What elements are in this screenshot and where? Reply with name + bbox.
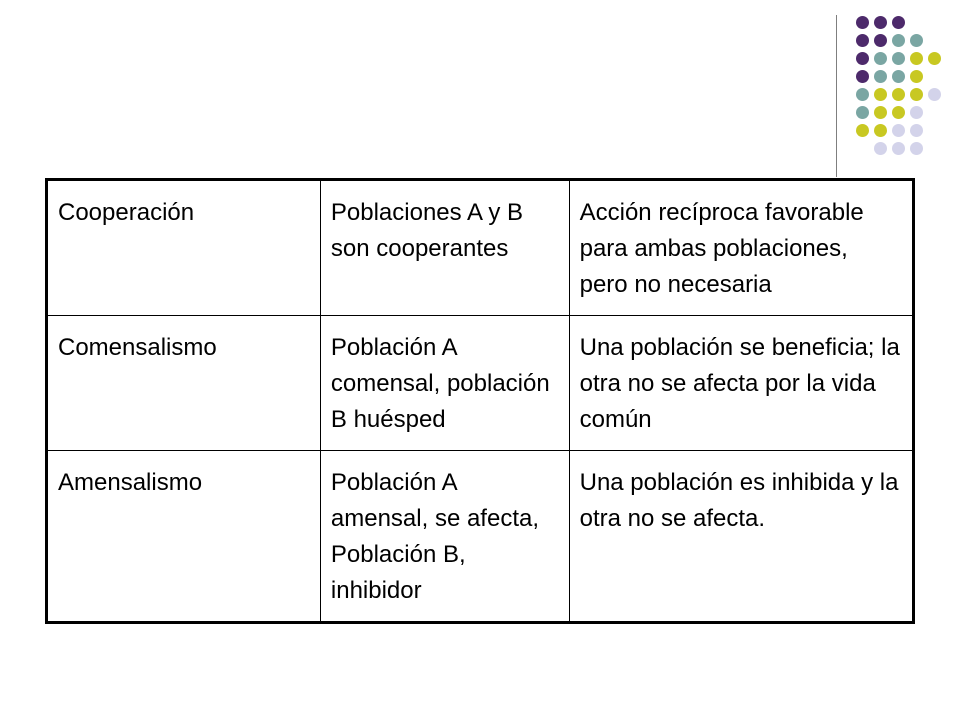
decorative-dot: [874, 70, 887, 83]
decorative-dot: [856, 52, 869, 65]
decorative-dot: [892, 88, 905, 101]
table-row: [47, 316, 914, 451]
decorative-dot: [928, 52, 941, 65]
decorative-dot: [892, 106, 905, 119]
relationships-table: [45, 178, 915, 624]
decorative-dot: [910, 106, 923, 119]
relationship-name-cell: Amensalismo: [47, 451, 321, 623]
decorative-dot: [892, 70, 905, 83]
decorative-dot: [910, 88, 923, 101]
decorative-dot: [910, 124, 923, 137]
populations-cell: Población A comensal, población B huésped: [320, 316, 569, 451]
decorative-dot: [856, 124, 869, 137]
decorative-dot: [874, 106, 887, 119]
decorative-dot: [874, 16, 887, 29]
decorative-dot: [856, 16, 869, 29]
decorative-dot: [892, 16, 905, 29]
decorative-dot: [910, 52, 923, 65]
decorative-dot: [892, 124, 905, 137]
description-cell: Una población se beneficia; la otra no se afecta por la vida común: [569, 316, 913, 451]
decorative-dot: [910, 34, 923, 47]
populations-cell: Población A amensal, se afecta, Población B, inhibidor: [320, 451, 569, 623]
decorative-dot: [892, 34, 905, 47]
decorative-dot: [892, 52, 905, 65]
table-row: [47, 180, 914, 316]
decorative-dot: [874, 52, 887, 65]
description-cell: Acción recíproca favorable para ambas poblaciones, pero no necesaria: [569, 180, 913, 316]
table-row: [47, 451, 914, 623]
decorative-dot: [874, 142, 887, 155]
decorative-dot: [856, 88, 869, 101]
decorative-dot: [856, 70, 869, 83]
decorative-dot: [856, 34, 869, 47]
decorative-dot: [874, 34, 887, 47]
description-cell: Una población es inhibida y la otra no se afecta.: [569, 451, 913, 623]
decorative-dot: [928, 88, 941, 101]
relationship-name-cell: Cooperación: [47, 180, 321, 316]
populations-cell: Poblaciones A y B son cooperantes: [320, 180, 569, 316]
relationship-name-cell: Comensalismo: [47, 316, 321, 451]
decorative-dot: [874, 88, 887, 101]
decorative-dot: [856, 106, 869, 119]
decorative-dot: [892, 142, 905, 155]
decorative-dot-pattern: [0, 0, 960, 180]
decorative-dot: [910, 70, 923, 83]
decorative-dot: [874, 124, 887, 137]
decorative-dot: [910, 142, 923, 155]
